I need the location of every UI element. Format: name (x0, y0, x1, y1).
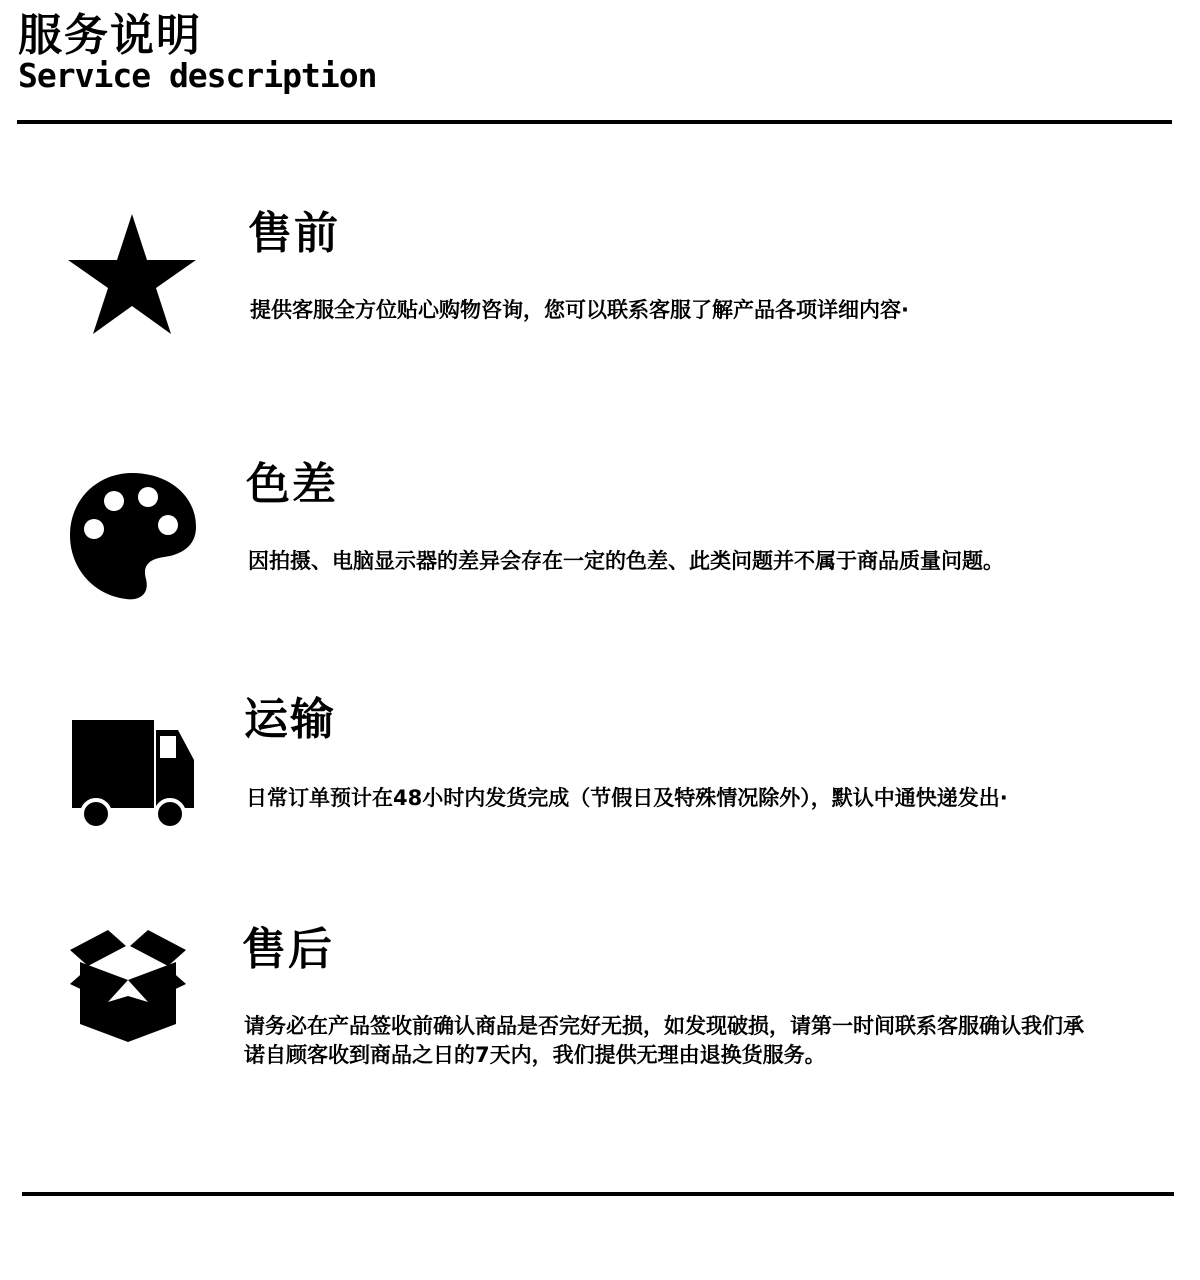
page-title: 服务说明 (18, 10, 202, 61)
section-body: 提供客服全方位贴心购物咨询，您可以联系客服了解产品各项详细内容· (250, 298, 909, 322)
section-body: 日常订单预计在48小时内发货完成（节假日及特殊情况除外），默认中通快递发出· (246, 786, 1008, 810)
section-title: 售前 (248, 208, 340, 259)
bottom-divider (22, 1192, 1174, 1196)
section-aftersale (0, 920, 1200, 1100)
page-subtitle: Service description (18, 56, 377, 95)
star-icon (68, 214, 196, 340)
section-body: 因拍摄、电脑显示器的差异会存在一定的色差、此类问题并不属于商品质量问题。 (248, 549, 1004, 573)
box-icon (68, 928, 188, 1048)
section-presale (0, 200, 1200, 380)
section-title: 售后 (242, 924, 334, 975)
truck-icon (70, 718, 198, 834)
section-title: 色差 (246, 459, 338, 510)
palette-icon (68, 471, 198, 605)
section-shipping (0, 690, 1200, 860)
top-divider (17, 120, 1172, 124)
section-body: 请务必在产品签收前确认商品是否完好无损，如发现破损，请第一时间联系客服确认我们承诺自顾客收到商品之日的7天内，我们提供无理由退换货服务。 (244, 1014, 1084, 1067)
section-title: 运输 (244, 694, 336, 745)
section-color-difference (0, 455, 1200, 625)
